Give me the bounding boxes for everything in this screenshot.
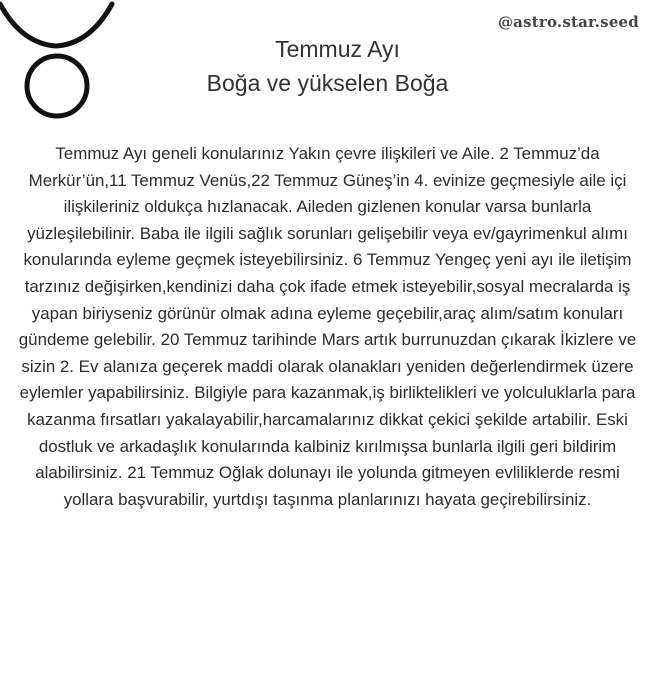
horoscope-body-text: Temmuz Ayı geneli konularınız Yakın çevre ilişkileri ve Aile. 2 Temmuz’da Merkür’ün,11 Temmuz Venüs,22 Temmuz Güneş’in 4. evinize geçmesiyle aile içi ilişkileriniz oldukça hızlanacak. Aileden gizlenen konular varsa bunlarla yüzleşilebilinir. Baba ile ilgili sağlık sorunları gelişebilir veya ev/gayrimenkul alımı konularında eyleme geçmek isteyebilirsiniz. 6 Temmuz Yengeç yeni ayı ile iletişim tarzınız değişirken,kendinizi daha çok ifade etmek isteyebilir,sosyal mecralarda iş yapan biriyseniz görünür olmak adına eyleme geçebilir,araç alım/satım konuları gündeme gelebilir. 20 Temmuz tarihinde Mars artık burrunuzdan çıkarak İkizlere ve sizin 2. Ev alanıza geçerek maddi olarak olanakları yeniden değerlendirmek üzere eylemler yapabilirsiniz. Bilgiyle para kazanmak,iş birliktelikleri ve yolculuklarla para kazanma fırsatları yakalayabilir,harcamalarınız dikkat çekici şekilde artabilir. Eski dostluk ve arkadaşlık konularında kalbiniz kırılmışsa bunlarla ilgili geri bildirim alabilirsiniz. 21 Temmuz Oğlak dolunayı ile yolunda gitmeyen evliliklerde resmi yollara başvurabilir, yurtdışı taşınma planlarınızı hayata geçirebilirsiniz.: [18, 144, 637, 509]
page-title: [0, 32, 655, 100]
instagram-handle: @astro.star.seed: [497, 13, 639, 31]
title-sign: Boğa ve yükselen Boğa: [206, 70, 449, 96]
title-month: Temmuz Ayı: [275, 36, 400, 62]
